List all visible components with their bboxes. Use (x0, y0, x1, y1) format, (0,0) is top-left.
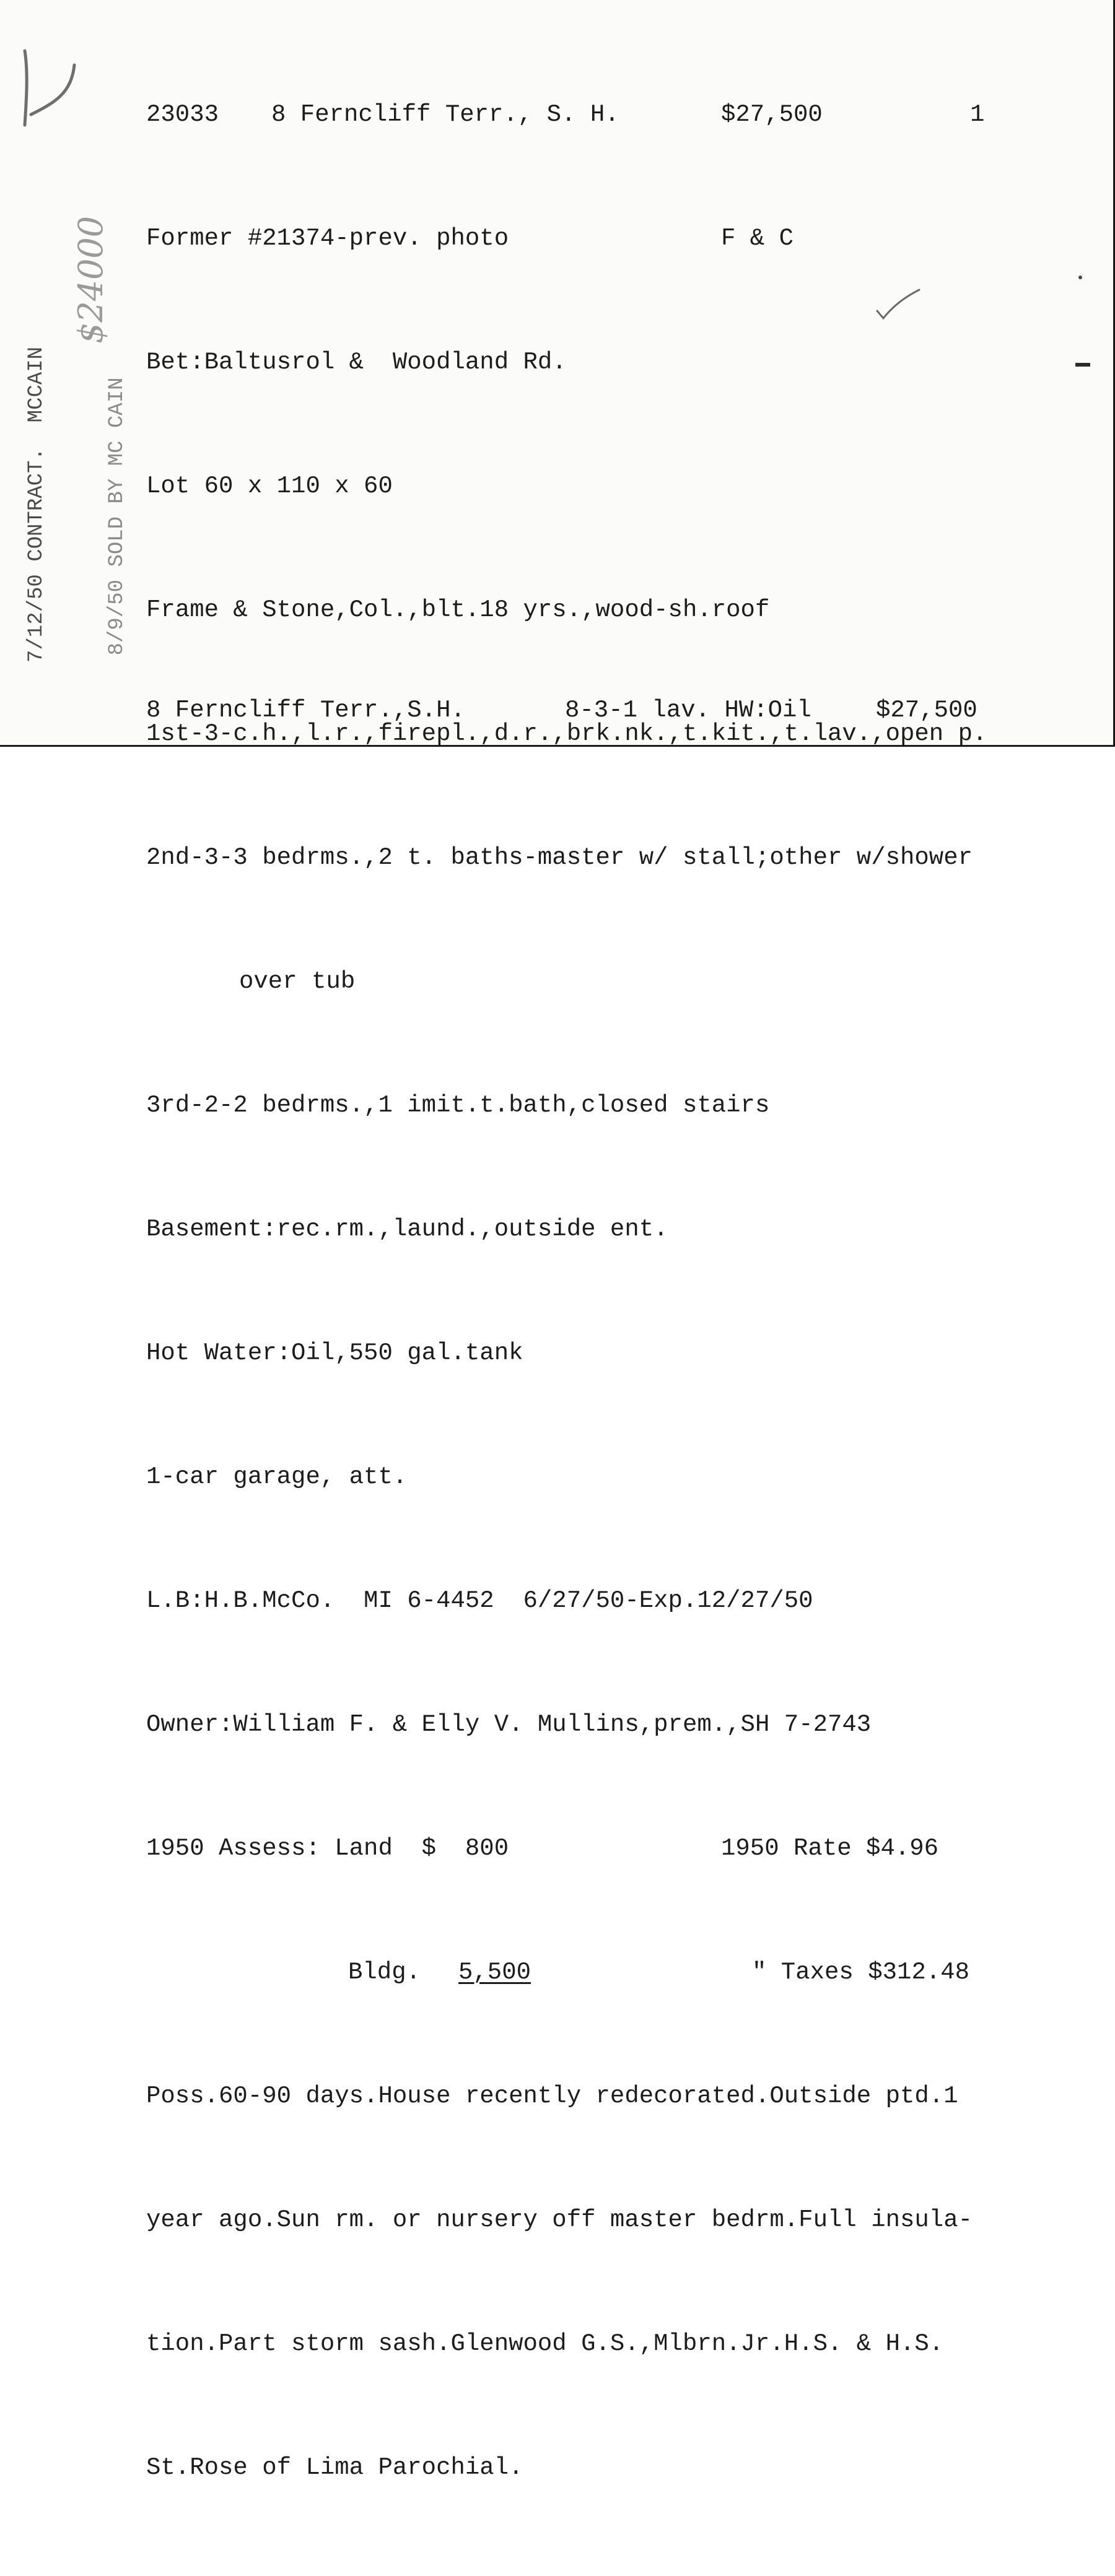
line-garage (146, 1461, 1075, 1492)
remarks-4: St.Rose of Lima Parochial. (146, 2454, 523, 2481)
between-streets: Bet:Baltusrol & Woodland Rd. (146, 349, 567, 376)
line-remarks-3 (146, 2328, 1075, 2359)
basement: Basement:rec.rm.,laund.,outside ent. (146, 1216, 668, 1243)
line-listing-broker (146, 1585, 1075, 1616)
line-second-floor (146, 842, 1075, 873)
remarks-2: year ago.Sun rm. or nursery off master bedrm.Full insula- (146, 2206, 973, 2234)
listing-broker: L.B:H.B.McCo. MI 6-4452 6/27/50-Exp.12/27/50 (146, 1587, 813, 1614)
construction: Frame & Stone,Col.,blt.18 yrs.,wood-sh.roof (146, 596, 770, 624)
handwritten-k-mark (12, 43, 87, 130)
listing-body (146, 6, 1075, 2576)
second-floor-continued: over tub (239, 968, 356, 995)
listing-address: 8 Ferncliff Terr., S. H. (271, 101, 619, 128)
edge-mark (1074, 360, 1093, 369)
line-remarks-4 (146, 2452, 1075, 2483)
hot-water: Hot Water:Oil,550 gal.tank (146, 1339, 523, 1367)
line-building (146, 1957, 1075, 1988)
line-lot (146, 471, 1075, 502)
listing-price: $27,500 (721, 101, 823, 128)
sold-stamp (82, 378, 152, 707)
assessment-bldg-value: 5,500 (458, 1959, 531, 1986)
line-assessment (146, 1833, 1075, 1864)
third-floor: 3rd-2-2 bedrms.,1 imit.t.bath,closed stairs (146, 1092, 770, 1119)
line-former (146, 223, 1075, 254)
card-footer (146, 695, 1075, 726)
checkmark-icon (873, 286, 923, 323)
line-owner (146, 1709, 1075, 1740)
assessment-bldg-label: Bldg. (348, 1959, 421, 1986)
line-hot-water (146, 1338, 1075, 1368)
taxes: " Taxes $312.48 (752, 1959, 970, 1986)
line-between (146, 347, 1075, 378)
footer-summary: 8-3-1 lav. HW:Oil (565, 697, 811, 724)
former-listing: Former #21374-prev. photo (146, 225, 509, 252)
listing-number: 23033 (146, 101, 219, 128)
second-floor: 2nd-3-3 bedrms.,2 t. baths-master w/ stall;other w/shower (146, 844, 973, 871)
line-basement (146, 1214, 1075, 1245)
line-third-floor (146, 1090, 1075, 1121)
line-header (146, 99, 1075, 130)
line-remarks-2 (146, 2204, 1075, 2235)
line-remarks-1 (146, 2081, 1075, 2112)
first-floor: 1st-3-c.h.,l.r.,firepl.,d.r.,brk.nk.,t.kit.,t.lav.,open p. (146, 720, 987, 747)
handwritten-price: $24000 (71, 215, 110, 344)
assessment-land: 1950 Assess: Land $ 800 (146, 1835, 509, 1862)
sold-stamp-text: 8/9/50 SOLD BY MC CAIN (105, 377, 129, 656)
footer-price: $27,500 (876, 697, 977, 724)
edge-dot (1077, 274, 1084, 281)
card-number: 1 (970, 101, 985, 128)
remarks-3: tion.Part storm sash.Glenwood G.S.,Mlbrn.Jr.H.S. & H.S. (146, 2330, 944, 2357)
garage: 1-car garage, att. (146, 1463, 408, 1490)
construction-code: F & C (721, 225, 794, 252)
owner: Owner:William F. & Elly V. Mullins,prem.,SH 7-2743 (146, 1711, 872, 1738)
line-construction (146, 594, 1075, 625)
remarks-1: Poss.60-90 days.House recently redecorated.Outside ptd.1 (146, 2082, 958, 2110)
tax-rate: 1950 Rate $4.96 (721, 1835, 939, 1862)
lot-size: Lot 60 x 110 x 60 (146, 472, 393, 500)
footer-address: 8 Ferncliff Terr.,S.H. (146, 697, 465, 724)
contract-stamp: 7/12/50 CONTRACT. MCCAIN (25, 346, 48, 663)
line-second-floor-cont (146, 966, 1075, 997)
